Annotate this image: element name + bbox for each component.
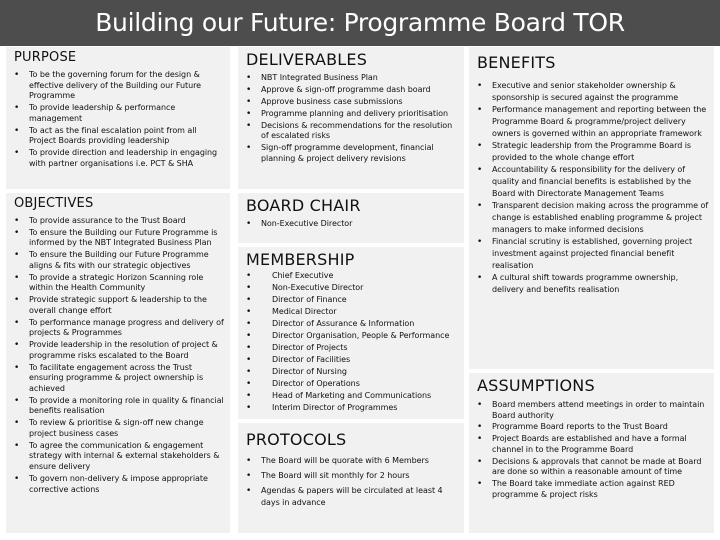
deliverables-panel <box>238 47 464 189</box>
membership-item: • Director of Projects <box>246 342 460 354</box>
objectives-item: • To agree the communication & engagement strategy with internal & external stakeholders & ensure delivery <box>14 441 226 473</box>
objectives-item: • To provide assurance to the Trust Board <box>14 216 226 227</box>
membership-item: • Director of Assurance & Information <box>246 318 460 330</box>
membership-item: • Medical Director <box>246 306 460 318</box>
assumptions-item: • Programme Board reports to the Trust Board <box>477 422 710 433</box>
membership-item: • Non-Executive Director <box>246 282 460 294</box>
objectives-item: • To ensure the Building our Future Programme aligns & fits with our strategic objectives <box>14 250 226 271</box>
deliverables-list <box>246 73 460 164</box>
deliverables-item: • Approve & sign-off programme dash board <box>246 85 460 96</box>
objectives-item: • To review & prioritise & sign-off new change project business cases <box>14 418 226 439</box>
purpose-item: • To be the governing forum for the design & effective delivery of the Building our Future Programme <box>14 70 226 102</box>
deliverables-item: • NBT Integrated Business Plan <box>246 73 460 84</box>
membership-panel <box>238 247 464 419</box>
objectives-heading: OBJECTIVES <box>14 196 94 211</box>
membership-item: • Director of Facilities <box>246 354 460 366</box>
board-chair-heading: BOARD CHAIR <box>246 196 361 215</box>
membership-heading: MEMBERSHIP <box>246 250 355 269</box>
protocols-item: • Agendas & papers will be circulated at least 4 days in advance <box>246 485 460 509</box>
deliverables-item: • Sign-off programme development, financial planning & project delivery revisions <box>246 143 460 164</box>
benefits-heading: BENEFITS <box>477 53 556 72</box>
purpose-panel <box>6 47 230 189</box>
assumptions-item: • Decisions & approvals that cannot be made at Board are done so within a reasonable amount of time <box>477 457 710 478</box>
objectives-item: • Provide strategic support & leadership to the overall change effort <box>14 295 226 316</box>
board-chair-item: • Non-Executive Director <box>246 219 460 230</box>
objectives-item: • To govern non-delivery & impose appropriate corrective actions <box>14 474 226 495</box>
assumptions-item: • The Board take immediate action against RED programme & project risks <box>477 479 710 500</box>
objectives-item: • To ensure the Building our Future Programme is informed by the NBT Integrated Business Plan <box>14 228 226 249</box>
membership-item: • Director of Operations <box>246 378 460 390</box>
membership-item: • Interim Director of Programmes <box>246 402 460 414</box>
board-chair-panel <box>238 193 464 243</box>
benefits-item: • Accountability & responsibility for the delivery of quality and financial benefits is established by the Board with Directorate Management Teams <box>477 164 710 200</box>
assumptions-item: • Board members attend meetings in order to maintain Board authority <box>477 400 710 421</box>
objectives-item: • To facilitate engagement across the Trust ensuring programme & project ownership is achieved <box>14 363 226 395</box>
objectives-item: • To performance manage progress and delivery of projects & Programmes <box>14 318 226 339</box>
assumptions-heading: ASSUMPTIONS <box>477 376 595 395</box>
purpose-item: • To act as the final escalation point from all Project Boards providing leadership <box>14 126 226 147</box>
membership-item: • Chief Executive <box>246 270 460 282</box>
benefits-item: • Transparent decision making across the programme of change is established enabling programme & project managers to make informed decisions <box>477 200 710 236</box>
assumptions-panel <box>469 373 714 533</box>
deliverables-item: • Approve business case submissions <box>246 97 460 108</box>
objectives-item: • Provide leadership in the resolution of project & programme risks escalated to the Board <box>14 340 226 361</box>
purpose-item: • To provide leadership & performance management <box>14 103 226 124</box>
protocols-item: • The Board will be quorate with 6 Members <box>246 455 460 467</box>
deliverables-heading: DELIVERABLES <box>246 50 368 69</box>
protocols-panel <box>238 423 464 533</box>
page-title: Building our Future: Programme Board TOR <box>0 0 720 46</box>
deliverables-item: • Programme planning and delivery prioritisation <box>246 109 460 120</box>
membership-item: • Head of Marketing and Communications <box>246 390 460 402</box>
assumptions-list <box>477 400 710 501</box>
objectives-item: • To provide a strategic Horizon Scanning role within the Health Community <box>14 273 226 294</box>
membership-list <box>246 270 460 414</box>
benefits-item: • Strategic leadership from the Programme Board is provided to the whole change effort <box>477 140 710 164</box>
objectives-list <box>14 216 226 495</box>
benefits-list <box>477 80 710 296</box>
membership-item: • Director of Finance <box>246 294 460 306</box>
board-chair-list <box>246 219 460 230</box>
purpose-item: • To provide direction and leadership in engaging with partner organisations i.e. PCT & SHA <box>14 148 226 169</box>
benefits-item: • Performance management and reporting between the Programme Board & programme/project delivery owners is governed within an appropriate framework <box>477 104 710 140</box>
membership-item: • Director Organisation, People & Performance <box>246 330 460 342</box>
objectives-item: • To provide a monitoring role in quality & financial benefits realisation <box>14 396 226 417</box>
purpose-heading: PURPOSE <box>14 50 77 65</box>
protocols-heading: PROTOCOLS <box>246 430 347 449</box>
deliverables-item: • Decisions & recommendations for the resolution of escalated risks <box>246 121 460 142</box>
assumptions-item: • Project Boards are established and have a formal channel in to the Programme Board <box>477 434 710 455</box>
benefits-item: • Financial scrutiny is established, governing project investment against projected financial benefit realisation <box>477 236 710 272</box>
benefits-panel <box>469 47 714 369</box>
benefits-item: • A cultural shift towards programme ownership, delivery and benefits realisation <box>477 272 710 296</box>
membership-item: • Director of Nursing <box>246 366 460 378</box>
benefits-item: • Executive and senior stakeholder ownership & sponsorship is secured against the programme <box>477 80 710 104</box>
protocols-item: • The Board will sit monthly for 2 hours <box>246 470 460 482</box>
objectives-panel <box>6 193 230 533</box>
purpose-list <box>14 70 226 169</box>
protocols-list <box>246 455 460 509</box>
